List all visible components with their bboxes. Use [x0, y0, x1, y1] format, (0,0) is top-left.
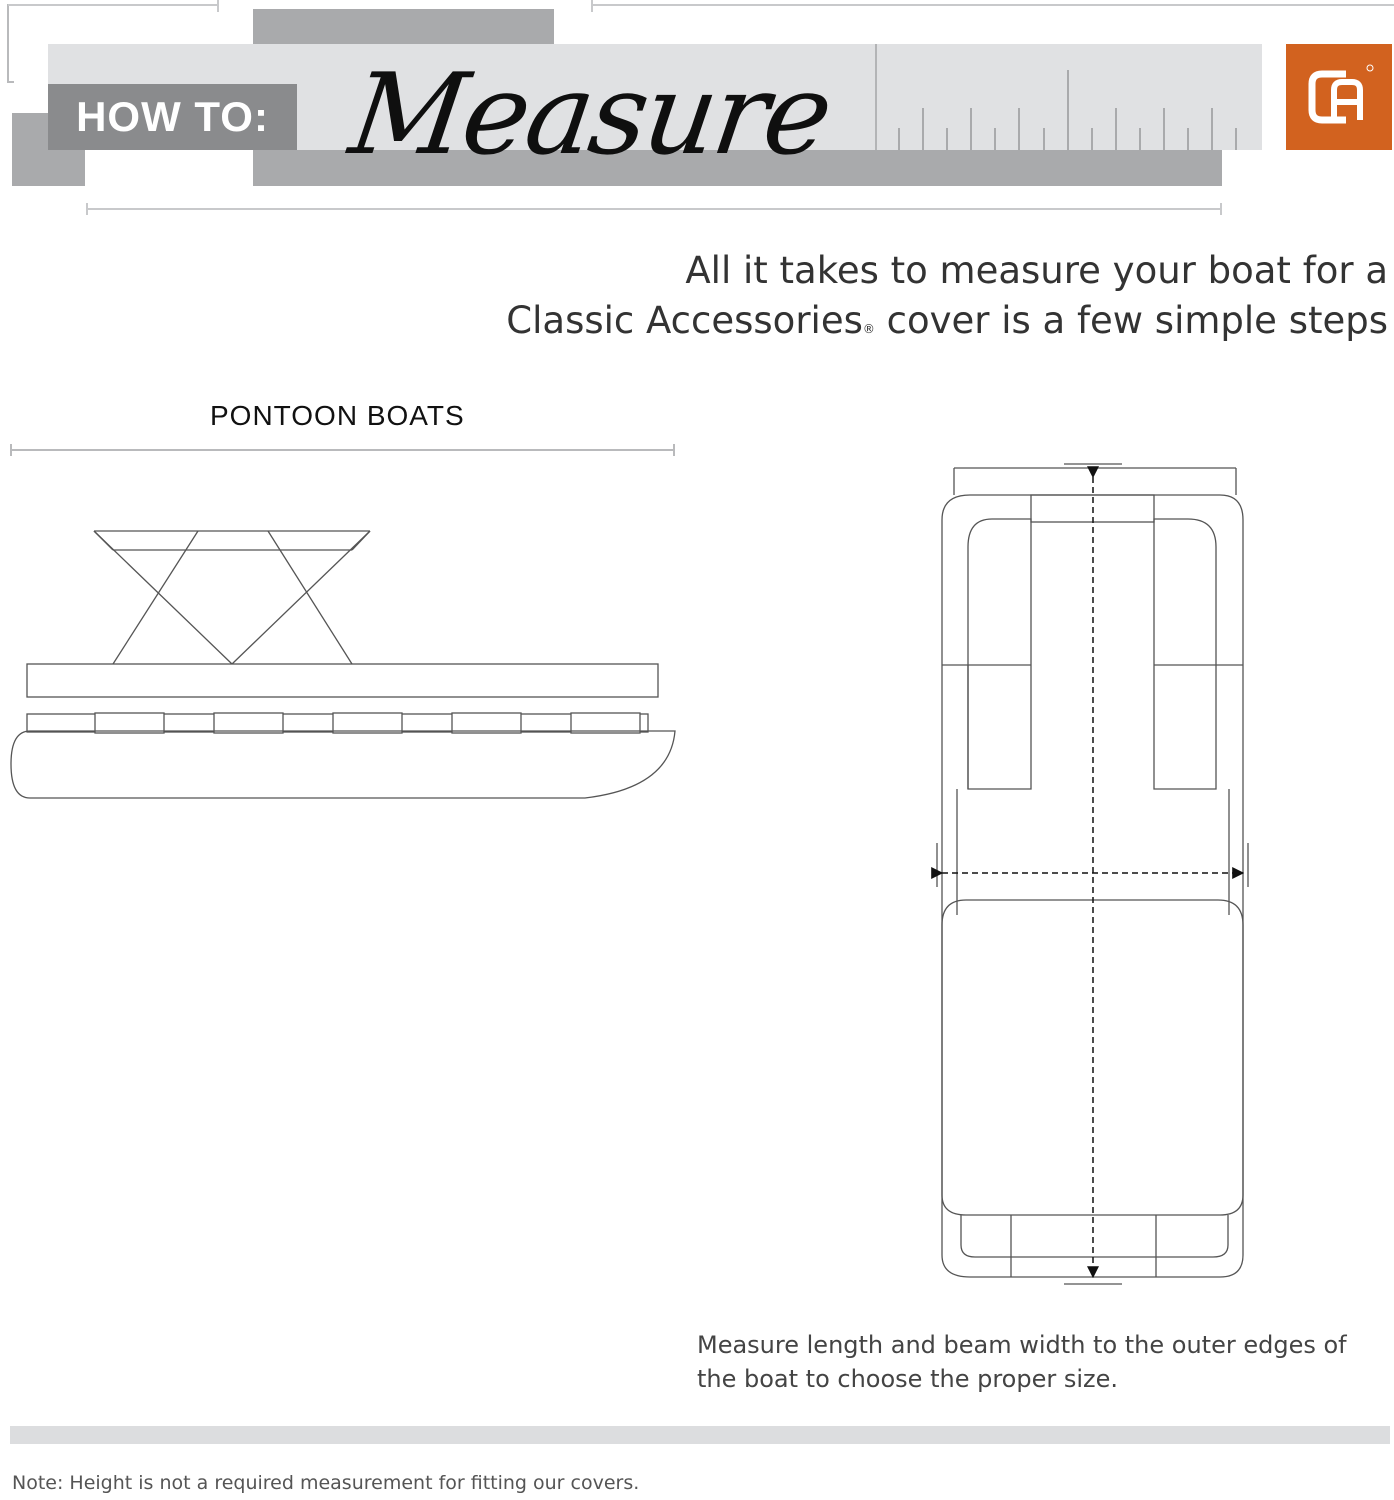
pontoon-top-view [920, 455, 1260, 1295]
intro-line-2-suffix: cover is a few simple steps [874, 299, 1388, 342]
intro-line-2-prefix: Classic Accessories [506, 299, 863, 342]
how-to-badge: HOW TO: [48, 84, 297, 150]
classic-accessories-logo-icon [1286, 44, 1392, 150]
intro-line-2 [488, 296, 1388, 346]
page-title: Measure [342, 50, 838, 180]
footer-divider [10, 1426, 1390, 1444]
section-divider [0, 440, 690, 460]
pontoon-side-view [0, 520, 690, 810]
measure-caption: Measure length and beam width to the outer edges of the boat to choose the proper size. [697, 1331, 1347, 1393]
intro-line-1: All it takes to measure your boat for a [685, 249, 1388, 292]
intro-text [488, 246, 1388, 346]
section-title: PONTOON BOATS [210, 400, 465, 431]
footnote: Note: Height is not a required measurement for fitting our covers. [12, 1472, 640, 1494]
registered-mark: ® [862, 322, 875, 336]
